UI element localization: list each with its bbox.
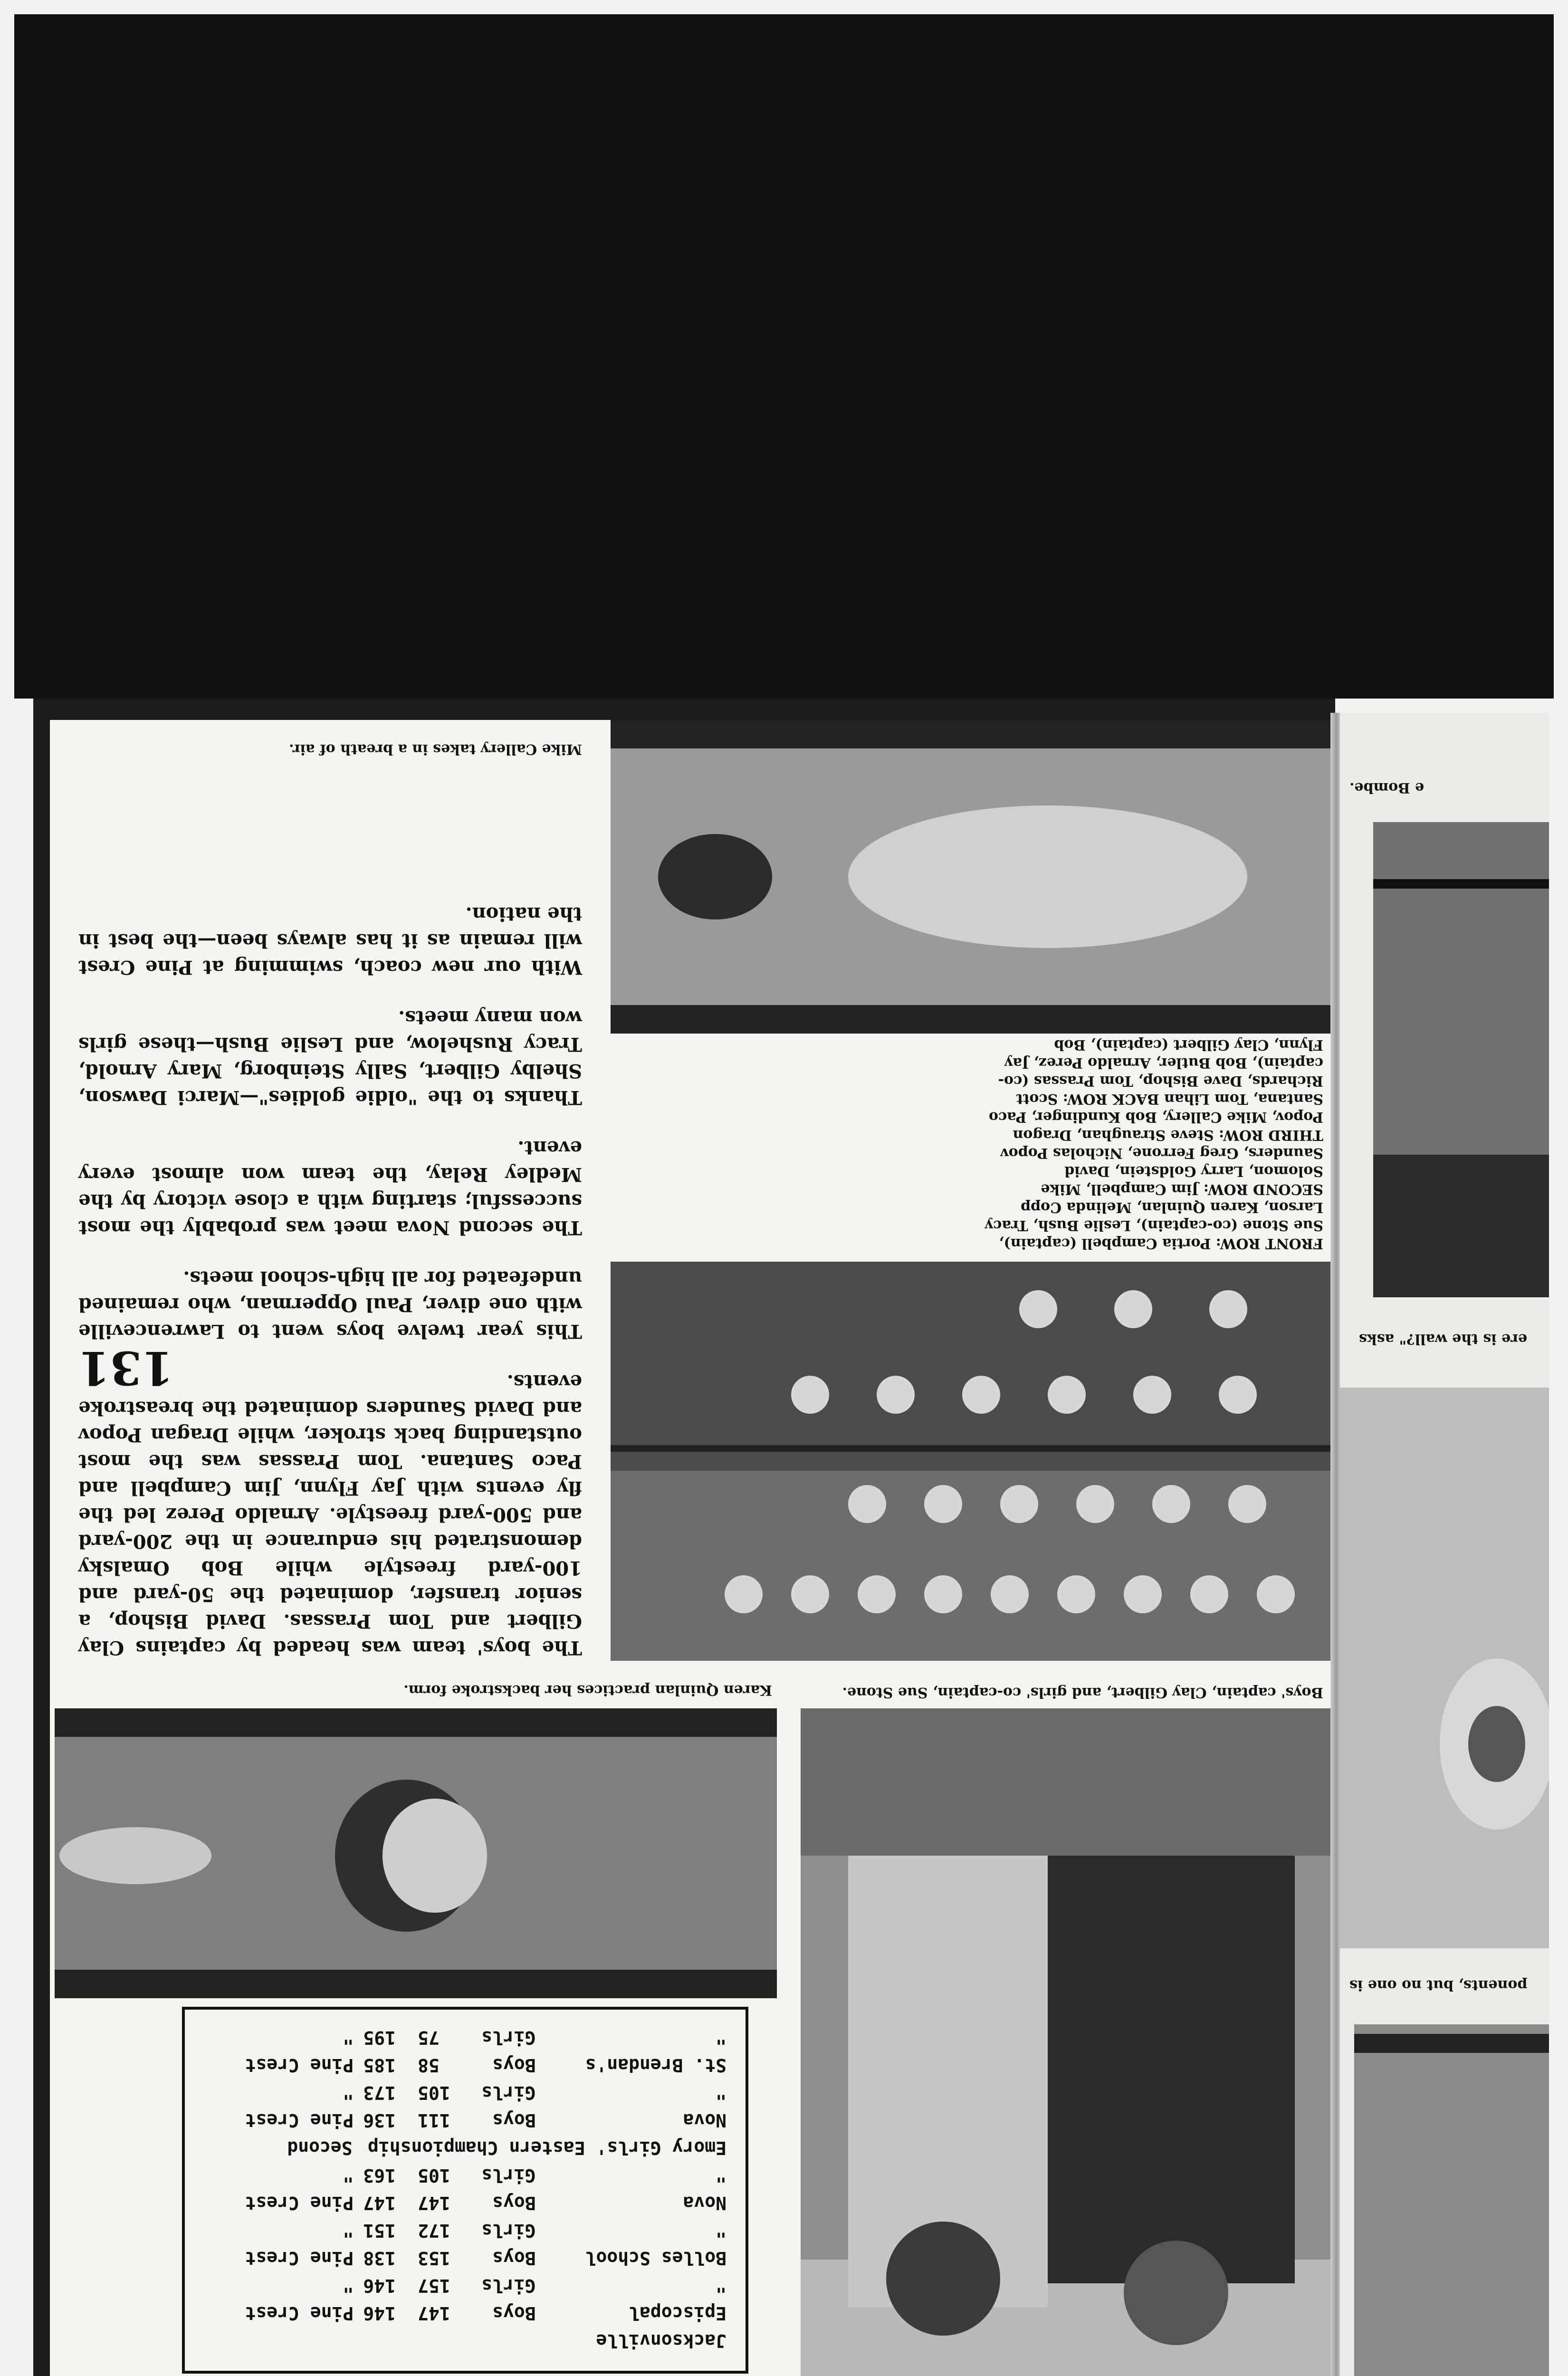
score-school: Pine Crest xyxy=(245,2055,354,2076)
yearbook-page-right xyxy=(1340,713,1549,2376)
score-opponent: St. Brendan's xyxy=(585,2055,727,2076)
score-opponent: " xyxy=(716,2165,727,2186)
team-caption-text: FRONT ROW: Portia Campbell (captain), Sue Stone (co-captain), Leslie Bush, Tracy Larson, Karen Quinlan, Melinda Copp SECOND ROW: Jim Campbell, Mike Solomon, Larry Goldstein, David Saunders, Greg Ferrone, Nicholas Popov THIRD ROW: Steve Straughan, Dragon Popov, Mike Callery, Bob Kundinger, Paco Santana, Tom Lihan BACK ROW: Scott Richards, Dave Bishop, Tom Prassas (co-captain), Bob Butler, Arnaldo Perez, Jay Flynn, Clay Gilbert (captain), Bob xyxy=(985,1036,1323,1252)
story-paragraph: With our new coach, swimming at Pine Crest will remain as it has always been—the best in the nation. xyxy=(78,903,582,978)
score-school: Pine Crest xyxy=(245,2303,354,2324)
score-us: 185 xyxy=(363,2055,396,2076)
score-box xyxy=(182,2007,748,2374)
score-row xyxy=(204,2299,727,2327)
score-opponent: Bolles School xyxy=(585,2248,727,2269)
score-row xyxy=(204,2134,727,2162)
page-number: 131 xyxy=(78,1341,173,1395)
right-caption-fragment: e Bombe. xyxy=(1349,779,1425,796)
captains-photo xyxy=(801,1708,1333,2376)
score-team: Boys xyxy=(492,2055,536,2076)
score-row xyxy=(204,2217,727,2244)
score-them: 105 xyxy=(418,2082,450,2103)
score-us: 147 xyxy=(363,2193,396,2213)
score-them: 157 xyxy=(418,2275,450,2296)
story-paragraph: The second Nova meet was probably the most successful; starting with a close victory by the Medley Relay, the team won almost every event. xyxy=(78,1137,582,1239)
score-opponent: Nova xyxy=(683,2110,727,2131)
score-them: 147 xyxy=(418,2193,450,2213)
score-school: " xyxy=(343,2027,354,2048)
score-row xyxy=(204,2272,727,2299)
score-row xyxy=(204,2024,727,2051)
right-caption-fragment: ere is the wall?" asks xyxy=(1359,1331,1528,1347)
score-row xyxy=(204,2162,727,2189)
score-team: Boys xyxy=(492,2248,536,2269)
score-row xyxy=(204,2107,727,2134)
right-photo-top xyxy=(1373,822,1549,1297)
score-them: 111 xyxy=(418,2110,450,2131)
right-photo-middle xyxy=(1340,1388,1549,1948)
black-backing xyxy=(14,14,1554,699)
score-them: 105 xyxy=(418,2165,450,2186)
score-school: Pine Crest xyxy=(245,2248,354,2269)
score-row xyxy=(204,2189,727,2217)
karen-quinlan-photo xyxy=(55,1708,777,1998)
score-them: 153 xyxy=(418,2248,450,2269)
score-us: 146 xyxy=(363,2303,396,2324)
score-them: 75 xyxy=(418,2027,440,2048)
mike-callery-photo xyxy=(611,720,1333,1034)
score-row xyxy=(204,2051,727,2079)
right-photo-bottom xyxy=(1354,2024,1549,2376)
team-caption-back-rows xyxy=(981,1017,1323,1252)
score-team: Girls xyxy=(481,2275,536,2296)
score-us: 138 xyxy=(363,2248,396,2269)
upside-down-content xyxy=(50,720,1333,2376)
score-row xyxy=(204,2327,727,2355)
captains-caption: Boys' captain, Clay Gilbert, and girls' co-captain, Sue Stone. xyxy=(842,1684,1323,1701)
karen-quinlan-caption: Karen Quinlan practices her backstroke form. xyxy=(403,1682,772,1698)
score-row xyxy=(204,2244,727,2272)
score-team: Girls xyxy=(481,2220,536,2241)
score-us: 136 xyxy=(363,2110,396,2131)
score-us: 173 xyxy=(363,2082,396,2103)
score-school: Second xyxy=(287,2137,353,2158)
yearbook-page-left xyxy=(50,720,1333,2376)
score-opponent: " xyxy=(716,2220,727,2241)
story-paragraph: This year twelve boys went to Lawrenceville with one diver, Paul Opperman, who remained undefeated for all high-school meets. xyxy=(78,1267,582,1342)
score-opponent: Emory Girls' Eastern Championship xyxy=(368,2137,727,2158)
score-school: " xyxy=(343,2082,354,2103)
score-row xyxy=(204,2079,727,2107)
score-school: " xyxy=(343,2220,354,2241)
score-team: Girls xyxy=(481,2082,536,2103)
score-them: 147 xyxy=(418,2303,450,2324)
team-photo xyxy=(611,1262,1333,1661)
score-team: Boys xyxy=(492,2303,536,2324)
score-team: Boys xyxy=(492,2193,536,2213)
score-us: 151 xyxy=(363,2220,396,2241)
score-team: Girls xyxy=(481,2027,536,2048)
score-team: Girls xyxy=(481,2165,536,2186)
score-team: Boys xyxy=(492,2110,536,2131)
score-them: 58 xyxy=(418,2055,440,2076)
story-paragraph: Thanks to the "oldie goldies"—Marci Dawson, Shelby Gilbert, Sally Steinborg, Mary Arnold, Tracy Rushelow, and Leslie Bush—these girls won many meets. xyxy=(78,1006,582,1109)
score-opponent: " xyxy=(716,2027,727,2048)
score-opponent: Episcopal xyxy=(629,2303,727,2324)
score-us: 195 xyxy=(363,2027,396,2048)
score-school: Pine Crest xyxy=(245,2193,354,2213)
score-them: 172 xyxy=(418,2220,450,2241)
score-us: 163 xyxy=(363,2165,396,2186)
score-school: " xyxy=(343,2275,354,2296)
right-caption-fragment: ponents, but no one is xyxy=(1349,1977,1528,1993)
score-opponent: Nova xyxy=(683,2193,727,2213)
score-school: Pine Crest xyxy=(245,2110,354,2131)
score-opponent: " xyxy=(716,2082,727,2103)
story-text xyxy=(78,877,582,1661)
story-paragraph: The boys' team was headed by captains Clay Gilbert and Tom Prassas. David Bishop, a senior transfer, dominated the 50-yard and 100-yard freestyle while Bob Omalsky demonstrated his endurance in the 200-yard and 500-yard freestyle. Arnaldo Perez led the fly events with Jay Flynn, Jim Campbell and Paco Santana. Tom Prassas was the most outstanding back stroker, while Dragan Popov and David Saunders dominated the breastroke events. xyxy=(78,1370,582,1659)
score-opponent: " xyxy=(716,2275,727,2296)
score-school: " xyxy=(343,2165,354,2186)
score-opponent: Jacksonville xyxy=(596,2330,727,2351)
mike-callery-caption: Mike Callery takes in a breath of air. xyxy=(289,741,582,757)
score-us: 146 xyxy=(363,2275,396,2296)
